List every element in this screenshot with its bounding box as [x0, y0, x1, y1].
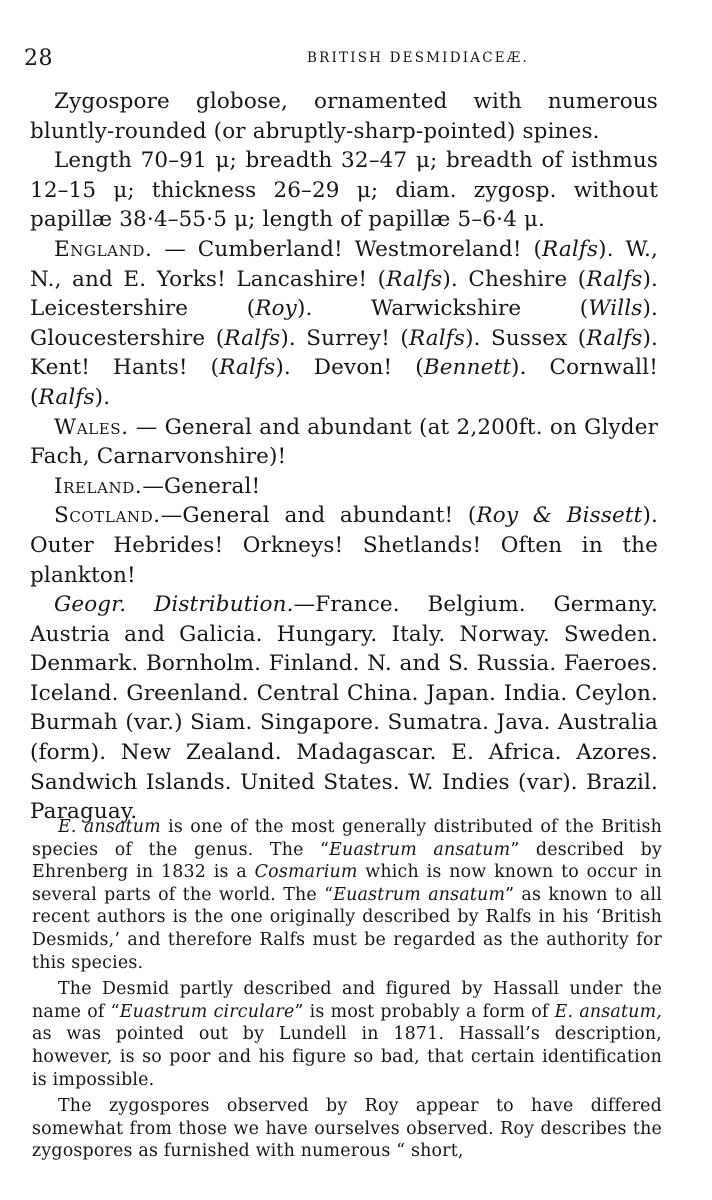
england-text-11: ). Cornwall! ( — [30, 355, 658, 410]
england-distribution — [30, 235, 658, 413]
scotland-text-2: ). Outer Hebrides! Orkneys! Shetlands! Often in the plankton! — [30, 503, 658, 588]
scotland-text-1: General and abundant! ( — [182, 503, 477, 529]
authority-ralfs: Ralfs — [408, 325, 466, 351]
page-number: 28 — [24, 46, 53, 71]
distribution-heading: Geogr. Distribution. — [54, 592, 294, 618]
note-paragraph-2 — [32, 978, 662, 1091]
authority-roy-bissett: Roy & Bissett — [476, 503, 643, 529]
note-paragraph-3: The zygospores observed by Roy appear to have differed somewhat from those we have ourselves observed. Roy describes the zygospores as furnished with numerous “ short, — [32, 1096, 662, 1162]
species-name: Euastrum ansatum — [329, 839, 511, 860]
note-1-text-2: ” described by Ehrenberg in 1832 is a — [32, 839, 662, 883]
scotland-heading: Scotland. — [54, 503, 161, 529]
species-description — [30, 87, 658, 827]
wales-dash: — — [128, 414, 165, 440]
england-text-7: ). Surrey! ( — [280, 325, 409, 351]
note-1-text-3: which is now known to occur in several parts of the world. The “ — [32, 862, 663, 905]
notes — [32, 816, 662, 1163]
authority-ralfs: Ralfs — [586, 325, 643, 351]
wales-distribution — [30, 413, 658, 472]
note-1-text-1: is one of the most generally distributed of the British species of the genus. The “ — [32, 817, 662, 860]
england-heading: England. — [54, 236, 153, 262]
scotland-dash: — — [160, 503, 183, 529]
species-name: Euastrum circulare — [119, 1001, 295, 1022]
scotland-distribution — [30, 501, 658, 590]
authority-wills: Wills — [588, 296, 643, 322]
authority-ralfs: Ralfs — [219, 355, 276, 381]
england-text-6: ). Gloucestershire ( — [30, 296, 658, 351]
note-1-text-4: ” as known to all recent authors is the one originally described by Ralfs in his ‘British Desmids,’ and therefore Ralfs must be regarded as the authority for this species. — [32, 884, 662, 973]
authority-bennett: Bennett — [423, 355, 512, 381]
england-text-10: ). Devon! ( — [275, 355, 424, 381]
england-text-2: ). W., N., and E. Yorks! Lancashire! ( — [30, 236, 658, 292]
authority-ralfs: Ralfs — [542, 236, 599, 262]
england-text-1: Cumberland! Westmoreland! ( — [197, 236, 543, 262]
geographic-distribution — [30, 590, 658, 827]
authority-ralfs: Ralfs — [38, 384, 95, 410]
wales-heading: Wales. — [54, 414, 129, 440]
ireland-dash: — — [142, 473, 164, 499]
note-2-text-1: The Desmid partly described and figured by Hassall under the name of “ — [32, 979, 662, 1022]
species-name: E. ansatum, — [554, 1001, 662, 1022]
distribution-text: France. Belgium. Germany. Austria and Galicia. Hungary. Italy. Norway. Sweden. Denmark. Bornholm. Finland. N. and S. Russia. Faeroes. Iceland. Greenland. Central China. Japan. India. Ceylon. Burmah (var.) Siam. Singapore. Sumatra. Java. Australia (form). New Zealand. Madagascar. E. Africa. Azores. Sandwich Islands. United States. W. Indies (var). Brazil. Paraguay. — [30, 592, 658, 825]
england-dash: — — [152, 236, 198, 262]
page-header — [24, 42, 662, 72]
authority-ralfs: Ralfs — [586, 266, 643, 292]
note-2-text-3: as was pointed out by Lundell in 1871. Hassall’s description, however, is so poor and his figure so bad, that certain identification is impossible. — [32, 1024, 662, 1090]
running-title: BRITISH DESMIDIACEÆ. — [306, 50, 530, 66]
england-text-12: ). — [94, 384, 111, 410]
species-name: Euastrum ansatum — [333, 884, 506, 905]
genus-name: Cosmarium — [254, 862, 358, 883]
note-paragraph-1 — [32, 816, 662, 974]
england-text-3: ). Cheshire ( — [442, 266, 587, 292]
zygospore-paragraph: Zygospore globose, ornamented with numerous bluntly-rounded (or abruptly-sharp-pointed) spines. — [30, 89, 658, 144]
note-2-text-2: ” is most probably a form of — [294, 1001, 555, 1022]
authority-ralfs: Ralfs — [386, 266, 443, 292]
wales-text: General and abundant (at 2,200ft. on Glyder Fach, Carnarvonshire)! — [30, 414, 658, 470]
england-text-4: ). Leicestershire ( — [30, 266, 659, 322]
ireland-heading: Ireland. — [54, 473, 143, 499]
england-text-9: ). Kent! Hants! ( — [30, 325, 659, 381]
england-text-8: ). Sussex ( — [465, 325, 587, 351]
ireland-distribution — [30, 472, 658, 502]
authority-roy: Roy — [255, 296, 297, 322]
distribution-dash: — — [293, 592, 316, 618]
species-name: E. ansatum — [58, 817, 161, 837]
england-text-5: ). Warwickshire ( — [296, 296, 589, 322]
measurements-paragraph: Length 70–91 μ; breadth 32–47 μ; breadth of isthmus 12–15 μ; thickness 26–29 μ; diam. zygosp. without papillæ 38·4–55·5 μ; length of papillæ 5–6·4 μ. — [30, 148, 658, 233]
authority-ralfs: Ralfs — [224, 325, 281, 351]
ireland-text: General! — [163, 473, 261, 499]
